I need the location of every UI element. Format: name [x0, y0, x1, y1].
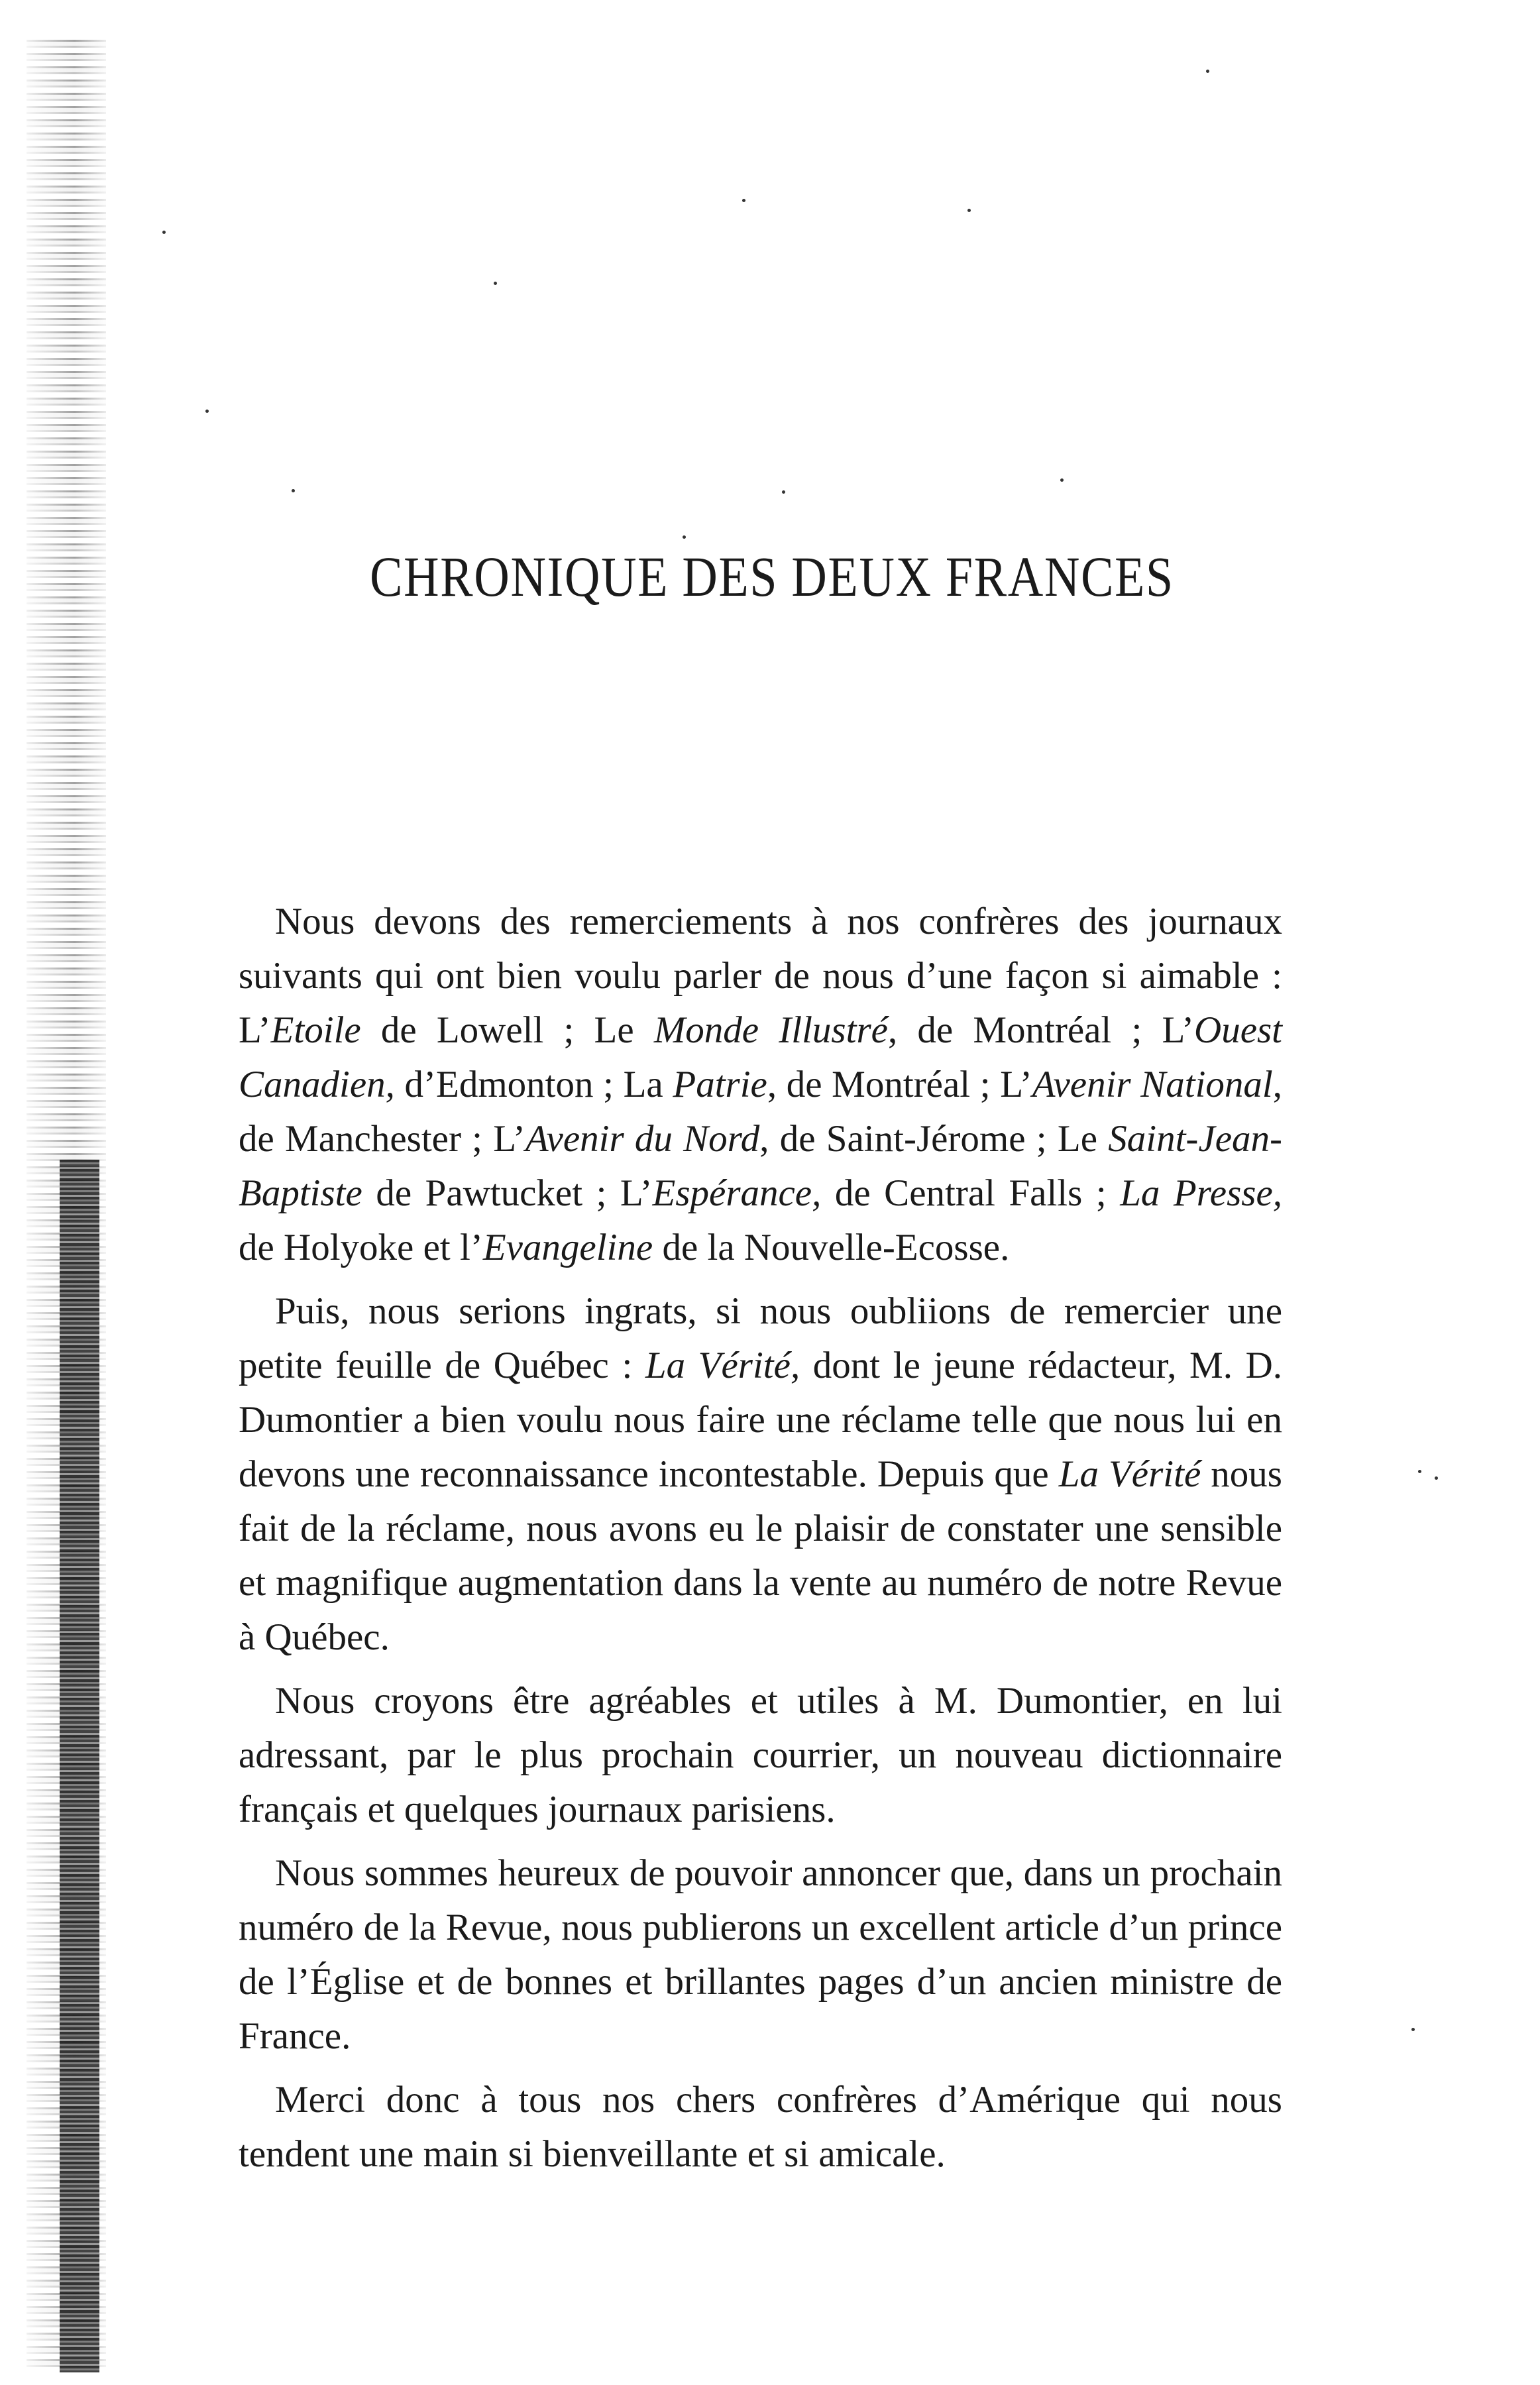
scan-speck [1418, 1470, 1421, 1473]
scanned-binding-shadow [60, 1160, 99, 2372]
paragraph [239, 1846, 1282, 2064]
paragraph [239, 895, 1282, 1275]
page-title: CHRONIQUE DES DEUX FRANCES [370, 545, 1174, 608]
scan-speck [742, 199, 745, 202]
paragraph-text: de Central Falls ; [821, 1172, 1121, 1214]
paragraph-text: Nous croyons être agréables et utiles à M. Dumontier, en lui adressant, par le plus prochain courrier, un nouveau dictionnaire français et quelques journaux parisiens. [239, 1680, 1282, 1830]
scan-speck [494, 282, 497, 285]
scan-speck [1411, 2028, 1415, 2031]
publication-name: Avenir du Nord [525, 1118, 760, 1160]
article-body [239, 895, 1282, 2191]
paragraph-text: , de Montréal ; L’ [887, 1009, 1195, 1051]
scan-speck [292, 489, 295, 492]
paragraph-text: de Holyoke et l’ [239, 1227, 483, 1268]
publication-name: La Presse, [1120, 1172, 1282, 1214]
paragraph [239, 1674, 1282, 1837]
scan-speck [683, 535, 686, 539]
publication-name: Avenir National [1032, 1064, 1273, 1105]
paragraph [239, 1284, 1282, 1665]
paragraph-text: Nous sommes heureux de pouvoir annoncer que, dans un prochain numéro de la Revue, nous publierons un excellent article d’un prince de l’Église et de bonnes et brillantes pages d’un ancien ministre de France. [239, 1852, 1282, 2057]
paragraph-text: , de Montréal ; L’ [767, 1064, 1032, 1105]
scan-speck [782, 490, 785, 494]
paragraph-text: d’Edmonton ; La [394, 1064, 673, 1105]
publication-name: Etoile [270, 1009, 361, 1051]
scan-speck [967, 209, 971, 212]
paragraph-text: de Lowell ; Le [360, 1009, 654, 1051]
publication-name: Ouest Canadien, [239, 1009, 1283, 1105]
publication-name: Patrie [673, 1064, 767, 1105]
publication-name: Espérance, [652, 1172, 822, 1214]
publication-name: Evangeline [482, 1227, 653, 1268]
paragraph-text: , de Saint-Jérome ; Le [759, 1118, 1109, 1160]
scan-speck [1206, 70, 1209, 73]
paragraph-text: Merci donc à tous nos chers confrères d’Amérique qui nous tendent une main si bienveillante et si amicale. [239, 2079, 1282, 2175]
scan-speck [1060, 478, 1064, 482]
paragraph-text: dont le jeune rédacteur, M. D. Dumontier a bien voulu nous faire une réclame telle que nous lui en devons une reconnaissance incontestable. Depuis que [239, 1345, 1282, 1495]
paragraph-text: de Pawtucket ; L’ [362, 1172, 653, 1214]
paragraph-text: nous fait de la réclame, nous avons eu le plaisir de constater une sensible et magnifique augmentation dans la vente au numéro de notre Revue à Québec. [239, 1453, 1282, 1658]
publication-name: Saint-Jean-Baptiste [239, 1118, 1282, 1214]
paragraph-text: de la Nouvelle-Ecosse. [653, 1227, 1010, 1268]
publication-name: La Vérité [1058, 1453, 1201, 1495]
paragraph [239, 2073, 1282, 2182]
paragraph-text: Nous devons des remerciements à nos confrères des journaux suivants qui ont bien voulu parler de nous d’une façon si aimable : L’ [239, 901, 1282, 1051]
paragraph-text: , de Manchester ; L’ [239, 1064, 1282, 1160]
scan-speck [1435, 1476, 1438, 1480]
publication-name: Monde Illustré [653, 1009, 888, 1051]
scan-speck [162, 231, 166, 234]
publication-name: La Vérité, [645, 1345, 800, 1386]
scan-speck [205, 410, 209, 413]
paragraph-text: Puis, nous serions ingrats, si nous oubliions de remercier une petite feuille de Québec : [239, 1290, 1282, 1386]
